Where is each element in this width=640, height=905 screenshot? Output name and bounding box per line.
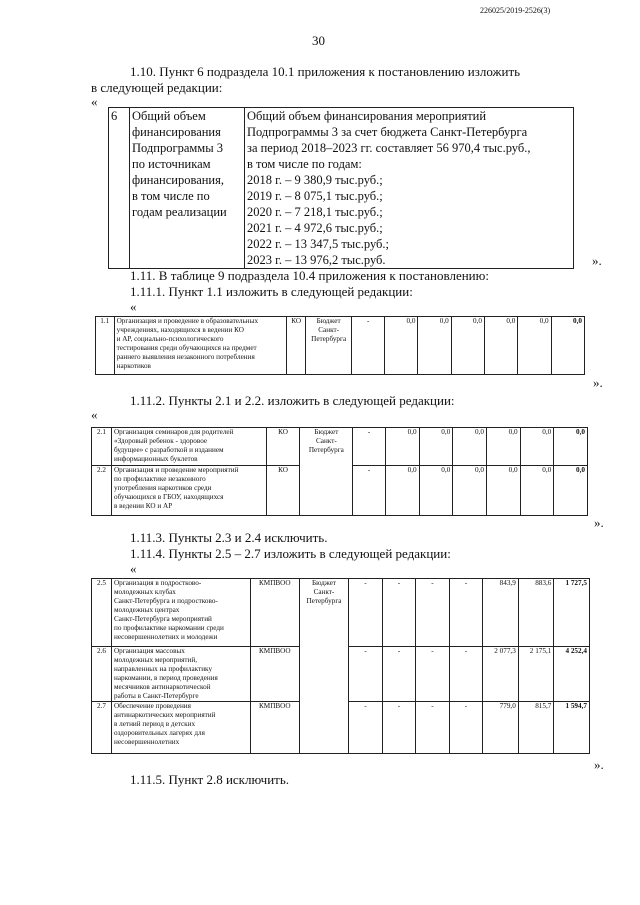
row-value: - [416,702,450,754]
row-executor: КМПВОО [250,702,299,754]
row-description [111,647,250,702]
text-line: 2018 г. – 9 380,9 тыс.руб.; [247,173,383,187]
funding-source-line: Санкт- [313,588,335,596]
description-line: и АР, социально-психологического [116,335,224,343]
row-value: 0,0 [518,317,551,375]
row-value: 0,0 [520,428,554,466]
funding-source-line: Петербурга [311,335,347,343]
description-line: несовершеннолетних [113,738,180,746]
section-1-11-5-line: 1.11.5. Пункт 2.8 исключить. [130,772,290,787]
table-row [96,317,585,375]
row-value: - [449,579,483,647]
description-line: молодежных мероприятий, [113,656,198,664]
row-value: 0,0 [385,428,419,466]
row-number: 2.6 [92,647,112,702]
table-points-2-1-2-2 [91,427,588,516]
row-value: 0,0 [554,466,588,516]
row-description [111,579,250,647]
text-line: 2019 г. – 8 075,1 тыс.руб.; [247,189,383,203]
row-value: 0,0 [554,428,588,466]
table-row [92,428,588,466]
text-line: в том числе по годам: [247,157,362,171]
close-quote: ». [593,375,603,390]
description-line: раннего выявления незаконного потребления [116,353,255,361]
row-value: 0,0 [385,317,418,375]
funding-source-line: Бюджет [316,317,341,325]
label-line: по источникам [132,157,211,171]
label-line: финансирования, [132,173,224,187]
document-id: 226025/2019-2526(3) [480,6,551,15]
row-value: 0,0 [451,317,484,375]
row-value: 0,0 [419,466,453,516]
description-line: учреждениях, находящихся в ведении КО [116,326,244,334]
label-line: в том числе по [132,189,210,203]
description-line: Организация семинаров для родителей [113,428,234,436]
row-label [130,108,245,269]
row-value: - [353,428,386,466]
section-1-11-line: 1.11. В таблице 9 подраздела 10.4 приложения к постановлению: [130,268,489,283]
text-line: 2022 г. – 13 347,5 тыс.руб.; [247,237,390,251]
close-quote: ». [594,515,604,530]
description-line: будущее» с разработкой и изданием [113,446,224,454]
open-quote: « [130,561,137,576]
row-value: 0,0 [486,466,520,516]
table-row [109,108,574,269]
description-line: оздоровительных лагерях для [113,729,205,737]
section-1-11-4-line: 1.11.4. Пункты 2.5 – 2.7 изложить в следующей редакции: [130,546,451,561]
description-line: Санкт-Петербурга и подростково- [113,597,218,605]
description-line: «Здоровый ребенок - здоровое [113,437,208,445]
text-line: 2020 г. – 7 218,1 тыс.руб.; [247,205,383,219]
label-line: Общий объем [132,109,206,123]
row-value: - [416,579,450,647]
row-value: - [352,317,385,375]
row-value: 0,0 [486,428,520,466]
funding-source-line: Санкт- [315,437,337,445]
text-line: за период 2018–2023 гг. составляет 56 970,4 тыс.руб., [247,141,531,155]
row-description [111,702,250,754]
row-executor: КМПВОО [250,579,299,647]
row-funding-source [305,317,351,375]
row-executor: КО [287,317,306,375]
row-number: 2.5 [92,579,112,647]
row-executor: КМПВОО [250,647,299,702]
open-quote: « [91,407,98,422]
section-1-11-3-line: 1.11.3. Пункты 2.3 и 2.4 исключить. [130,530,328,545]
text-line: Подпрограммы 3 за счет бюджета Санкт-Петербурга [247,125,528,139]
text-line: 2021 г. – 4 972,6 тыс.руб.; [247,221,383,235]
description-line: обучающихся в ГБОУ, находящихся [113,493,224,501]
row-description [111,466,266,516]
description-line: несовершеннолетних и молодежи [113,633,218,641]
row-funding-source [300,428,353,516]
row-value: 843,9 [483,579,519,647]
close-quote: ». [592,253,602,268]
row-number: 6 [109,108,130,269]
funding-source-line: Петербурга [306,597,342,605]
row-number: 2.7 [92,702,112,754]
description-line: употребления наркотиков среди [113,484,212,492]
description-line: в ведении КО и АР [113,502,173,510]
open-quote: « [91,94,98,109]
row-value: - [382,579,416,647]
row-value: - [353,466,386,516]
description-line: работы в Санкт-Петербурге [113,692,199,700]
table-point-1-1 [95,316,585,375]
description-line: в летний период в детских [113,720,196,728]
description-line: месячников антинаркотической [113,683,211,691]
row-value: 4 252,4 [554,647,590,702]
row-value: - [349,702,383,754]
section-1-10-line1: 1.10. Пункт 6 подраздела 10.1 приложения к постановлению изложить [130,64,521,79]
description-line: тестирования среди обучающихся на предмет [116,344,257,352]
row-value: 2 077,3 [483,647,519,702]
row-number: 2.2 [92,466,112,516]
description-line: направленных на профилактику [113,665,213,673]
row-value: 1 727,5 [554,579,590,647]
text-line: Общий объем финансирования мероприятий [247,109,487,123]
text-line: 2023 г. – 13 976,2 тыс.руб. [247,253,386,267]
row-value: 815,7 [518,702,554,754]
description-line: информационных буклетов [113,455,198,463]
funding-source-line: Бюджет [311,579,336,587]
description-line: Организация и проведение мероприятий [113,466,239,474]
row-value: 0,0 [419,428,453,466]
close-quote: ». [594,757,604,772]
row-value: 0,0 [520,466,554,516]
row-value: 779,0 [483,702,519,754]
row-value: - [416,647,450,702]
row-description [114,317,287,375]
table-points-2-5-2-7 [91,578,590,754]
row-value: 0,0 [418,317,451,375]
row-value: - [449,647,483,702]
row-value: 0,0 [453,466,487,516]
row-value: 0,0 [485,317,518,375]
description-line: наркомании, в период проведения [113,674,218,682]
row-value: - [382,702,416,754]
row-executor: КО [266,466,300,516]
description-line: Организация массовых [113,647,185,655]
funding-source-line: Бюджет [314,428,339,436]
section-1-10-line2: в следующей редакции: [91,80,223,95]
row-text [245,108,574,269]
row-value: 0,0 [551,317,584,375]
label-line: Подпрограммы 3 [132,141,223,155]
description-line: Обеспечение проведения [113,702,191,710]
row-value: - [349,647,383,702]
row-description [111,428,266,466]
row-value: 0,0 [385,466,419,516]
description-line: по профилактике незаконного [113,475,206,483]
row-value: 883,6 [518,579,554,647]
row-value: - [349,579,383,647]
row-value: 1 594,7 [554,702,590,754]
row-number: 1.1 [96,317,115,375]
row-number: 2.1 [92,428,112,466]
table-subprogram-financing [108,107,574,269]
description-line: наркотиков [116,362,151,370]
funding-source-line: Санкт- [318,326,340,334]
open-quote: « [130,299,137,314]
row-value: - [449,702,483,754]
description-line: молодежных центрах [113,606,180,614]
description-line: молодежных клубах [113,588,176,596]
description-line: антинаркотических мероприятий [113,711,216,719]
description-line: Организация и проведение в образовательных [116,317,259,325]
row-funding-source [299,579,348,754]
description-line: по профилактике наркомании среди [113,624,224,632]
row-value: - [382,647,416,702]
section-1-11-2-line: 1.11.2. Пункты 2.1 и 2.2. изложить в следующей редакции: [130,393,455,408]
row-value: 0,0 [453,428,487,466]
row-executor: КО [266,428,300,466]
table-row [92,579,590,647]
description-line: Санкт-Петербурга мероприятий [113,615,212,623]
description-line: Организация в подростково- [113,579,202,587]
label-line: финансирования [132,125,221,139]
row-value: 2 175,1 [518,647,554,702]
funding-source-line: Петербурга [308,446,344,454]
section-1-11-1-line: 1.11.1. Пункт 1.1 изложить в следующей редакции: [130,284,413,299]
label-line: годам реализации [132,205,227,219]
page-number: 30 [312,33,325,48]
